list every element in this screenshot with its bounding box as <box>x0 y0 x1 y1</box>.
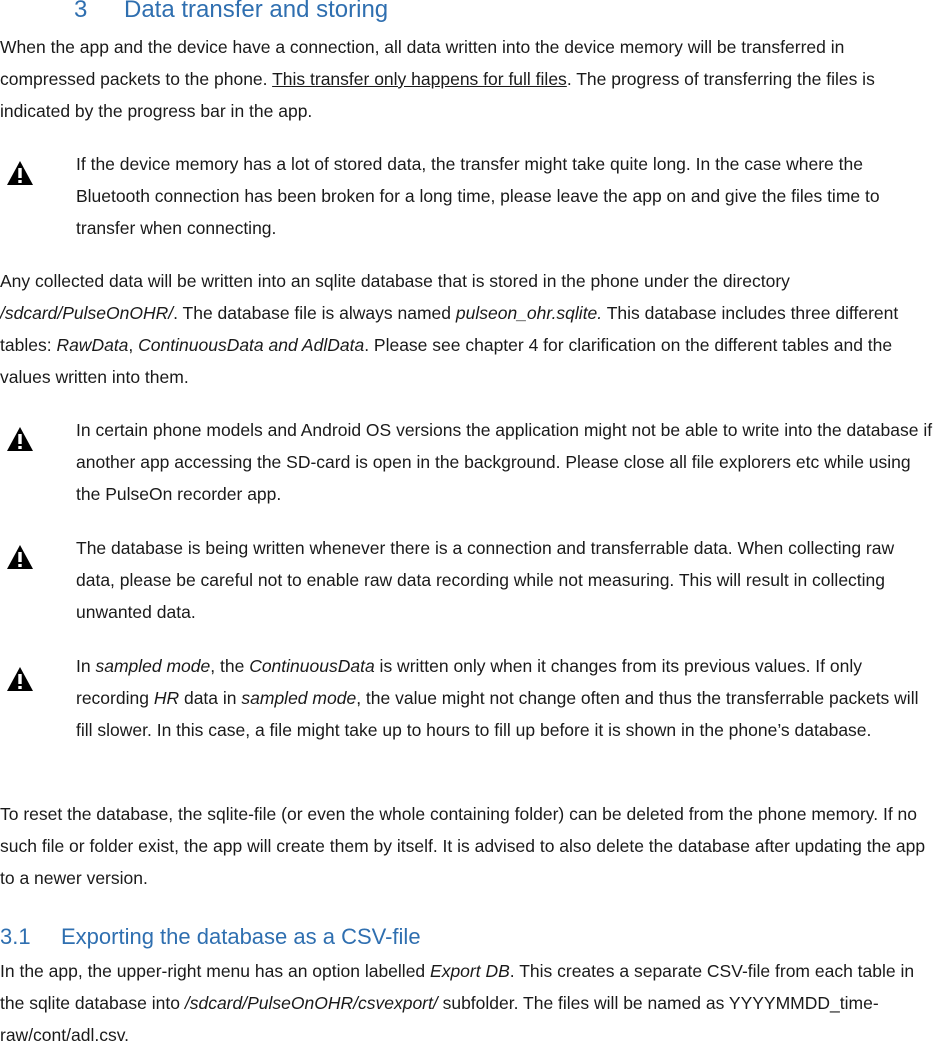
text-run: In the app, the upper-right menu has an option labelled <box>0 961 431 981</box>
text-run: . The database file is always named <box>173 303 456 323</box>
paragraph-export <box>0 955 936 1051</box>
warning-text: The database is being written whenever there is a connection and transferrable data. When collecting raw data, please be careful not to enable raw data recording while not measuring. This will result in collecting unwanted data. <box>76 538 895 622</box>
text-run: When the app and the device have a connection, all data written into the device memory will be transferred in compressed packets to the phone. <box>0 37 845 89</box>
text-run: is written only when it changes from its previous values. If only recording <box>76 656 862 708</box>
subsection-title: Exporting the database as a CSV-file <box>61 924 421 949</box>
warning-triangle-icon <box>6 544 34 570</box>
table-name: ContinuousData <box>249 656 375 676</box>
menu-option-name: Export DB <box>430 961 510 981</box>
warning-text: If the device memory has a lot of stored data, the transfer might take quite long. In the case where the Bluetooth connection has been broken for a long time, please leave the app on and give the files time to transfer when connecting. <box>76 154 880 238</box>
metric-name: HR <box>153 688 180 708</box>
text-run: . Please see chapter 4 for clarification on the different tables and the values written into them. <box>0 335 893 387</box>
section-number: 3 <box>74 0 88 23</box>
warning-text <box>76 650 936 746</box>
text-run: , the value might not change often and thus the transferrable packets will fill slower. In this case, a file might take up to hours to fill up before it is shown in the phone’s database. <box>76 688 919 740</box>
paragraph-database <box>0 265 936 393</box>
paragraph-transfer <box>0 31 936 127</box>
text-run: . This creates a separate CSV-file from each table in the sqlite database into <box>0 961 915 1013</box>
text-run: In <box>76 656 96 676</box>
paragraph-reset: To reset the database, the sqlite-file (or even the whole containing folder) can be deleted from the phone memory. If no such file or folder exist, the app will create them by itself. It is advised to also delete the database after updating the app to a newer version. <box>0 804 926 888</box>
subsection-number: 3.1 <box>0 924 31 949</box>
warning-triangle-icon <box>6 666 34 692</box>
section-title: Data transfer and storing <box>124 0 389 23</box>
text-run: Any collected data will be written into an sqlite database that is stored in the phone under the directory <box>0 271 790 291</box>
mode-name: sampled mode <box>95 656 211 676</box>
warning-text: In certain phone models and Android OS versions the application might not be able to write into the database if another app accessing the SD-card is open in the background. Please close all file explorers etc while using the PulseOn recorder app. <box>76 420 933 504</box>
text-run: . The progress of transferring the files is indicated by the progress bar in the app. <box>0 69 875 121</box>
table-name: RawData <box>56 335 129 355</box>
text-run: data in <box>179 688 242 708</box>
warning-triangle-icon <box>6 426 34 452</box>
text-run: This database includes three different tables: <box>0 303 899 355</box>
directory-path: /sdcard/PulseOnOHR/csvexport/ <box>184 993 438 1013</box>
mode-name: sampled mode <box>241 688 357 708</box>
warning-triangle-icon <box>6 160 34 186</box>
text-run: , the <box>210 656 250 676</box>
directory-path: /sdcard/PulseOnOHR/ <box>0 303 174 323</box>
database-filename: pulseon_ohr.sqlite. <box>455 303 603 323</box>
underlined-note: This transfer only happens for full files <box>272 69 567 89</box>
table-name: ContinuousData and AdlData <box>138 335 365 355</box>
text-run: subfolder. The files will be named as YYYYMMDD_time-raw/cont/adl.csv. <box>0 993 879 1045</box>
text-run: , <box>128 335 139 355</box>
